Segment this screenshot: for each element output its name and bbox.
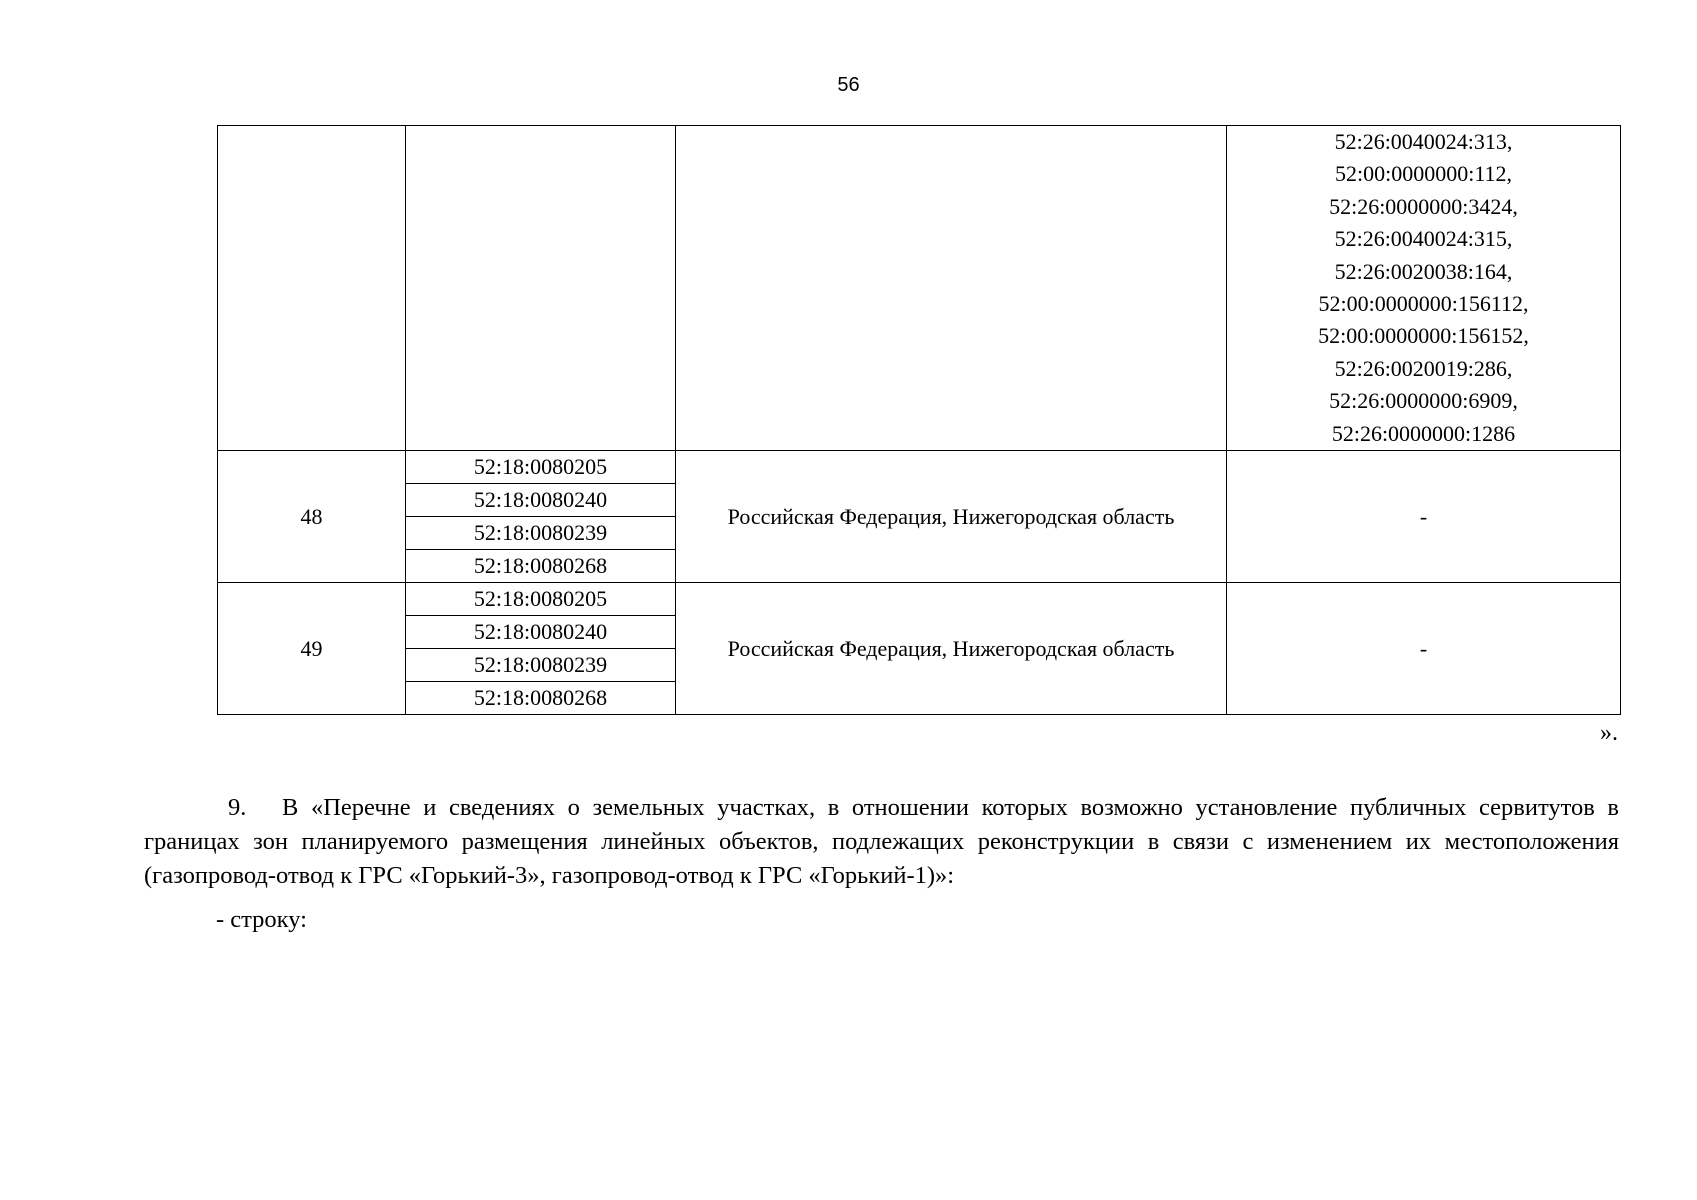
table-cell-quarter: 52:18:0080240 — [406, 484, 676, 517]
cadastral-number-list — [1227, 126, 1620, 450]
table-cell-quarter: 52:18:0080205 — [406, 451, 676, 484]
table-cell-quarter: 52:18:0080239 — [406, 517, 676, 550]
page-number: 56 — [837, 74, 860, 96]
paragraph-number: 9. — [228, 794, 247, 821]
table-cell-quarter — [406, 126, 676, 451]
table-cell-location: Российская Федерация, Нижегородская область — [676, 583, 1227, 715]
table-row-continuation — [218, 126, 1621, 451]
table-cell-number: 49 — [218, 583, 406, 715]
cadastral-number: 52:26:0000000:3424, — [1329, 193, 1518, 219]
cadastral-number: 52:26:0020019:286, — [1334, 355, 1513, 381]
cadastral-number: 52:00:0000000:112, — [1334, 161, 1513, 187]
table-cell-quarter: 52:18:0080205 — [406, 583, 676, 616]
cadastral-number: 52:26:0000000:6909, — [1329, 388, 1518, 414]
table-cell-cadastral-list — [1227, 126, 1621, 451]
cadastral-number: 52:26:0020038:164, — [1334, 258, 1513, 284]
table-cell-parcels: - — [1227, 583, 1621, 715]
cadastral-number: 52:26:0040024:315, — [1334, 226, 1513, 252]
table-cell-number — [218, 126, 406, 451]
table-cell-quarter: 52:18:0080268 — [406, 550, 676, 583]
cadastral-number: 52:00:0000000:156112, — [1318, 291, 1529, 316]
table-cell-parcels: - — [1227, 451, 1621, 583]
closing-quote: ». — [1600, 720, 1618, 746]
table-cell-location — [676, 126, 1227, 451]
table-cell-number: 48 — [218, 451, 406, 583]
table-cell-quarter: 52:18:0080268 — [406, 682, 676, 715]
cadastral-number: 52:00:0000000:156152, — [1318, 323, 1529, 349]
table-cell-quarter: 52:18:0080240 — [406, 616, 676, 649]
paragraph-text: В «Перечне и сведениях о земельных участках, в отношении которых возможно установление публичных сервитутов в границах зон планируемого размещения линейных объектов, подлежащих реконструкции в связи с изменением их местоположения (газопровод-отвод к ГРС «Горький-3», газопровод-отвод к ГРС «Горький-1)»: — [144, 794, 1619, 889]
table-row — [218, 451, 1621, 484]
cadastral-number: 52:26:0000000:1286 — [1331, 420, 1516, 446]
parcels-table — [217, 125, 1621, 715]
table-row — [218, 583, 1621, 616]
cadastral-number: 52:26:0040024:313, — [1334, 129, 1513, 155]
amendment-paragraph — [144, 791, 1619, 893]
table-cell-location: Российская Федерация, Нижегородская область — [676, 451, 1227, 583]
item-line: - строку: — [216, 906, 307, 933]
table-cell-quarter: 52:18:0080239 — [406, 649, 676, 682]
